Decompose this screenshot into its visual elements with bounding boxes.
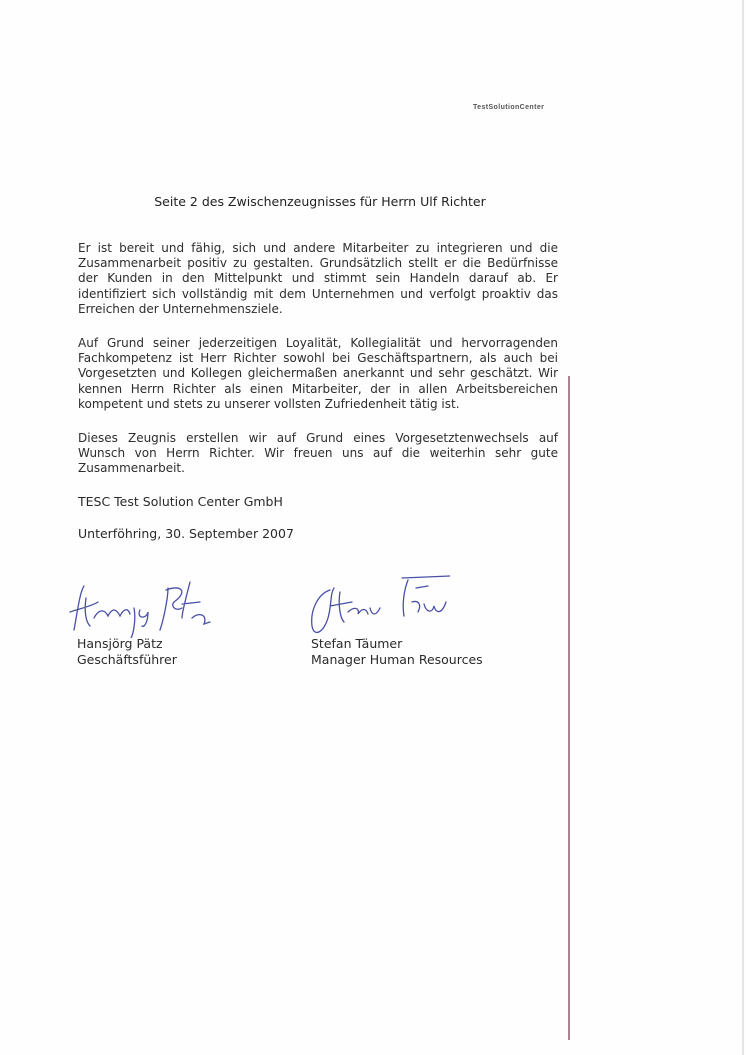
page-edge [742, 0, 744, 1055]
signature-paetz [64, 578, 214, 638]
document-title: Seite 2 des Zwischenzeugnisses für Herrn Ulf Richter [154, 194, 486, 209]
paragraph-1: Er ist bereit und fähig, sich und andere Mitarbeiter zu integrieren und die Zusammenarbeit positiv zu gestalten. Grundsätzlich stellt er die Bedürfnisse der Kunden in den Mittelpunkt und stimmt sein Handeln darauf ab. Er identifiziert sich vollständig mit dem Unternehmen und verfolgt proaktiv das Erreichen der Unternehmensziele. [78, 241, 558, 316]
signature-stroke [70, 582, 210, 638]
signatory-name: Hansjörg Pätz [77, 636, 163, 651]
company-logo [413, 78, 558, 134]
margin-rule [568, 376, 570, 1040]
signatory-role: Manager Human Resources [311, 652, 483, 667]
signatory-name: Stefan Täumer [311, 636, 403, 651]
signatory-2 [311, 636, 483, 668]
logo-tagline: TestSolutionCenter [473, 104, 545, 111]
signature-stroke [312, 576, 450, 632]
paragraph-3: Dieses Zeugnis erstellen wir auf Grund eines Vorgesetztenwechsels auf Wunsch von Herrn Richter. Wir freuen uns auf die weiterhin sehr gute Zusammenarbeit. [78, 431, 558, 476]
signature-taeumer [300, 570, 450, 640]
company-name: TESC Test Solution Center GmbH [78, 494, 283, 509]
signatory-role: Geschäftsführer [77, 652, 177, 667]
paragraph-2: Auf Grund seiner jederzeitigen Loyalität, Kollegialität und hervorragenden Fachkompetenz ist Herr Richter sowohl bei Geschäftspartnern, als auch bei Vorgesetzten und Kollegen gleichermaßen anerkannt und sehr geschätzt. Wir kennen Herrn Richter als einen Mitarbeiter, der in allen Arbeitsbereichen kompetent und stets zu unserer vollsten Zufriedenheit tätig ist. [78, 336, 558, 411]
signatory-1 [77, 636, 177, 668]
place-date: Unterföhring, 30. September 2007 [78, 526, 294, 541]
